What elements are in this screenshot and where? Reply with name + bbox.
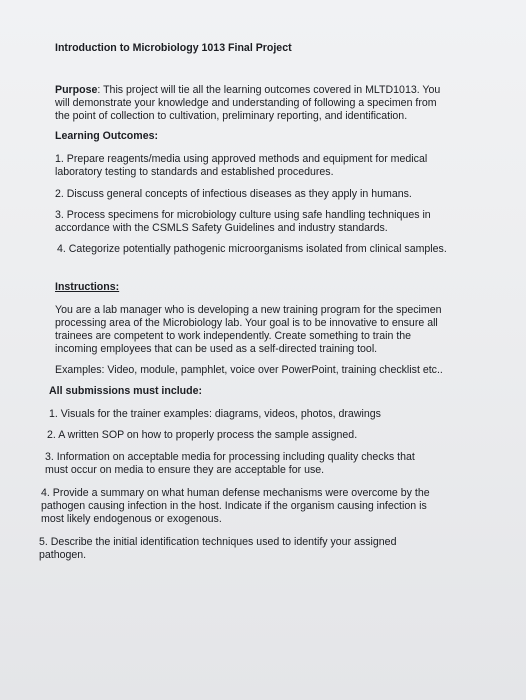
submissions-heading: All submissions must include:	[49, 385, 203, 397]
outcome-1-line-2: laboratory testing to standards and established procedures.	[55, 166, 334, 178]
submission-5-line-2: pathogen.	[39, 549, 87, 561]
submission-4-line-1: 4. Provide a summary on what human defense mechanisms were overcome by the	[41, 487, 430, 499]
outcome-3-line-1: 3. Process specimens for microbiology culture using safe handling techniques in	[55, 209, 431, 221]
purpose-label: Purpose	[55, 84, 98, 96]
submission-1: 1. Visuals for the trainer examples: diagrams, videos, photos, drawings	[49, 408, 381, 420]
submission-5-line-1: 5. Describe the initial identification techniques used to identify your assigned	[39, 536, 397, 548]
examples-line: Examples: Video, module, pamphlet, voice over PowerPoint, training checklist etc..	[55, 364, 443, 376]
submission-4-line-3: most likely endogenous or exogenous.	[41, 513, 222, 525]
purpose-line-3: the point of collection to cultivation, preliminary reporting, and identification.	[55, 110, 408, 122]
outcome-4: 4. Categorize potentially pathogenic microorganisms isolated from clinical samples.	[57, 243, 447, 255]
instructions-heading: Instructions:	[55, 281, 120, 293]
submission-2: 2. A written SOP on how to properly process the sample assigned.	[47, 429, 358, 441]
instructions-para-line-4: incoming employees that can be used as a self-directed training tool.	[55, 343, 378, 355]
instructions-para-line-1: You are a lab manager who is developing a new training program for the specimen	[55, 304, 442, 316]
submission-3-line-2: must occur on media to ensure they are acceptable for use.	[45, 464, 325, 476]
instructions-para-line-2: processing area of the Microbiology lab. Your goal is to be innovative to ensure all	[55, 317, 438, 329]
submission-4-line-2: pathogen causing infection in the host. Indicate if the organism causing infection is	[41, 500, 427, 512]
instructions-para-line-3: trainees are competent to work independently. Create something to train the	[55, 330, 412, 342]
purpose-line-2: will demonstrate your knowledge and understanding of following a specimen from	[55, 97, 437, 109]
page-title: Introduction to Microbiology 1013 Final Project	[55, 42, 292, 54]
outcome-1-line-1: 1. Prepare reagents/media using approved methods and equipment for medical	[55, 153, 428, 165]
submission-3-line-1: 3. Information on acceptable media for processing including quality checks that	[45, 451, 415, 463]
outcome-2: 2. Discuss general concepts of infectious diseases as they apply in humans.	[55, 188, 412, 200]
purpose-text-1: : This project will tie all the learning outcomes covered in MLTD1013. You	[97, 84, 441, 96]
learning-outcomes-heading: Learning Outcomes:	[55, 130, 159, 142]
outcome-3-line-2: accordance with the CSMLS Safety Guidelines and industry standards.	[55, 222, 388, 234]
purpose-line-1	[55, 84, 440, 96]
